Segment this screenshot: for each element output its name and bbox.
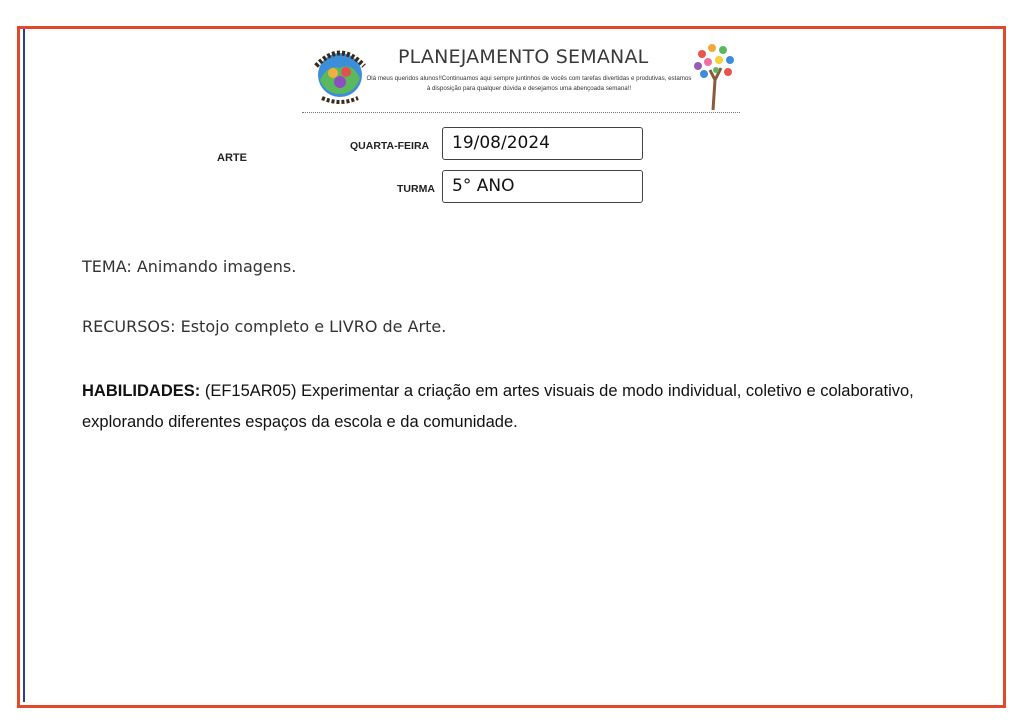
header <box>302 40 740 113</box>
page-title: PLANEJAMENTO SEMANAL <box>398 46 649 68</box>
subject-label: ARTE <box>217 152 247 164</box>
theme-text: TEMA: Animando imagens. <box>82 257 297 276</box>
date-field: 19/08/2024 <box>442 127 643 160</box>
weekday-label: QUARTA-FEIRA <box>350 140 430 152</box>
skills-text: (EF15AR05) Experimentar a criação em artes visuais de modo individual, coletivo e colaborativo, explorando diferentes espaços da escola e da comunidade. <box>82 382 914 431</box>
class-field: 5° ANO <box>442 170 643 203</box>
resources-text: RECURSOS: Estojo completo e LIVRO de Arte. <box>82 317 447 336</box>
header-message: Olá meus queridos alunos!!Continuamos aqui sempre juntinhos de vocês com tarefas divertidas e produtivas, estamos à disposição para qualquer dúvida e desejamos uma abençoada semana!! <box>366 75 692 92</box>
tree-icon <box>690 40 738 110</box>
margin-line <box>23 29 25 702</box>
skills-paragraph <box>82 376 952 438</box>
class-label: TURMA <box>397 183 435 195</box>
skills-label: HABILIDADES: <box>82 382 201 400</box>
